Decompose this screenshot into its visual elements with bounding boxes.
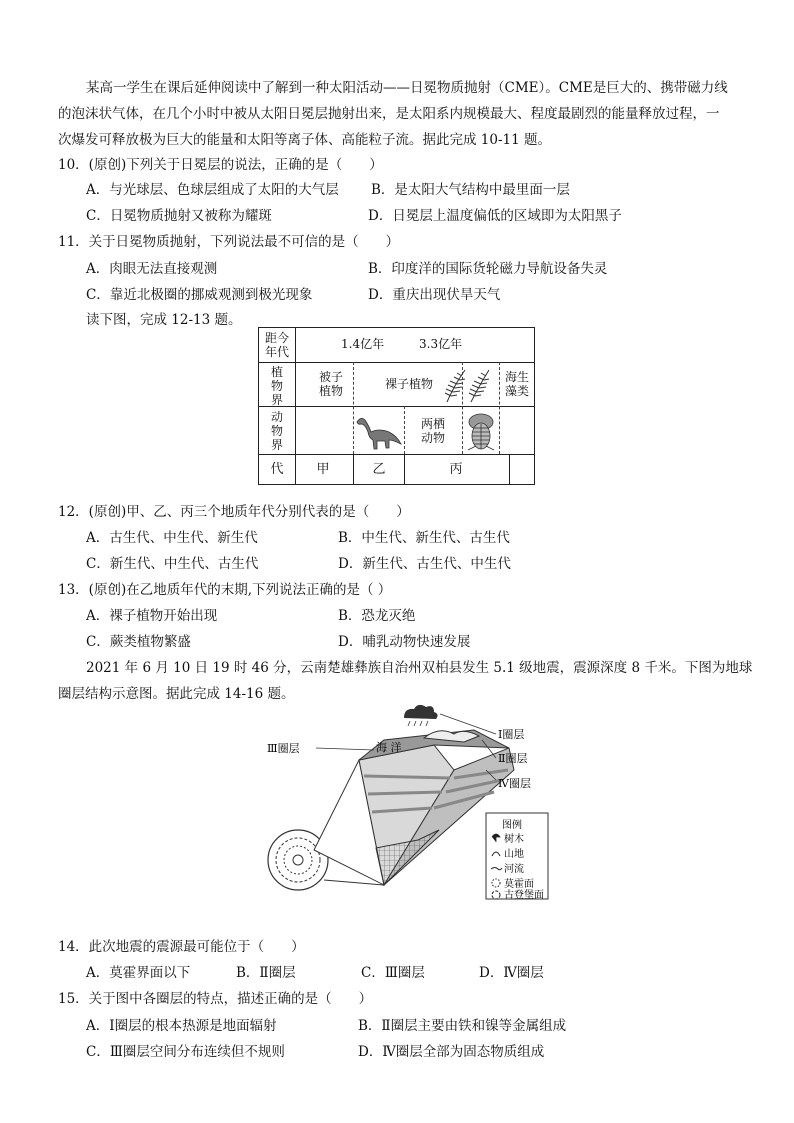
question-11-option-d: D．重庆出现伏旱天气 bbox=[368, 287, 501, 303]
label-layer-1: Ⅰ圈层 bbox=[498, 728, 525, 741]
question-12-stem: 12．(原创)甲、乙、丙三个地质年代分别代表的是（ ） bbox=[58, 504, 410, 520]
row-head-age: 距今 年代 bbox=[264, 331, 289, 359]
question-15-option-b: B．Ⅱ圈层主要由铁和镍等金属组成 bbox=[358, 1018, 567, 1034]
passage-1-line-1: 某高一学生在课后延伸阅读中了解到一种太阳活动——日冕物质抛射（CME）。CME是巨大的、携带磁力线 bbox=[86, 80, 728, 96]
row-head-era: 代 bbox=[270, 462, 284, 477]
earth-sphere-diagram bbox=[264, 700, 564, 912]
legend-item-river: 河流 bbox=[504, 864, 524, 875]
question-10-option-c: C．日冕物质抛射又被称为耀斑 bbox=[86, 208, 272, 224]
cloud-rain-icon bbox=[404, 705, 438, 726]
question-11-option-b: B．印度洋的国际货轮磁力导航设备失灵 bbox=[368, 261, 608, 277]
question-12-option-a: A．古生代、中生代、新生代 bbox=[86, 530, 258, 546]
label-layer-4: Ⅳ圈层 bbox=[498, 777, 531, 790]
question-11-option-a: A．肉眼无法直接观测 bbox=[86, 261, 218, 277]
passage-1-line-3: 次爆发可释放极为巨大的能量和太阳等离子体、高能粒子流。据此完成 10-11 题。 bbox=[58, 132, 551, 148]
legend-title: 图例 bbox=[502, 820, 522, 831]
year-label-1: 1.4亿年 bbox=[341, 337, 385, 351]
question-10-stem: 10．(原创)下列关于日冕层的说法，正确的是（ ） bbox=[58, 157, 383, 173]
question-12-option-c: C．新生代、中生代、古生代 bbox=[86, 556, 259, 572]
question-13-option-a: A．裸子植物开始出现 bbox=[86, 608, 218, 624]
question-10-option-a: A．与光球层、色球层组成了太阳的大气层 bbox=[86, 182, 339, 198]
legend-item-mountain: 山地 bbox=[504, 849, 524, 860]
trilobite-icon bbox=[464, 410, 498, 454]
label-layer-3: Ⅲ圈层 bbox=[267, 742, 300, 755]
question-14-option-b: B．Ⅱ圈层 bbox=[236, 965, 296, 981]
dinosaur-icon bbox=[355, 412, 403, 452]
plant-marine-algae: 海生 藻类 bbox=[504, 370, 529, 398]
question-12-option-b: B．中生代、新生代、古生代 bbox=[338, 530, 510, 546]
fern-icon bbox=[441, 366, 497, 404]
passage-2-line-2: 圈层结构示意图。据此完成 14-16 题。 bbox=[58, 686, 295, 702]
era-yi: 乙 bbox=[372, 462, 386, 477]
animal-amphibians: 两栖 动物 bbox=[420, 417, 445, 445]
question-13-option-d: D．哺乳动物快速发展 bbox=[338, 634, 471, 650]
row-head-animals: 动 物 界 bbox=[270, 410, 283, 452]
question-15-option-c: C．Ⅲ圈层空间分布连续但不规则 bbox=[86, 1044, 285, 1060]
geologic-era-table bbox=[258, 327, 535, 485]
question-14-option-a: A．莫霍界面以下 bbox=[86, 965, 191, 981]
question-15-option-d: D．Ⅳ圈层全部为固态物质组成 bbox=[358, 1044, 545, 1060]
question-13-option-c: C．蕨类植物繁盛 bbox=[86, 634, 191, 650]
year-label-2: 3.3亿年 bbox=[419, 337, 463, 351]
figure-legend bbox=[486, 813, 548, 901]
era-bing: 丙 bbox=[449, 462, 463, 477]
question-13-option-b: B．恐龙灭绝 bbox=[338, 608, 416, 624]
question-13-stem: 13．(原创)在乙地质年代的末期,下列说法正确的是（ ） bbox=[58, 582, 392, 598]
passage-2-line-1: 2021 年 6 月 10 日 19 时 46 分，云南楚雄彝族自治州双柏县发生 5.1 级地震，震源深度 8 千米。下图为地球 bbox=[86, 660, 753, 676]
row-head-plants: 植 物 界 bbox=[270, 365, 283, 407]
question-15-stem: 15．关于图中各圈层的特点，描述正确的是（ ） bbox=[58, 991, 373, 1007]
read-figure-instruction: 读下图，完成 12-13 题。 bbox=[86, 312, 242, 328]
question-11-option-c: C．靠近北极圈的挪威观测到极光现象 bbox=[86, 287, 313, 303]
label-layer-2: Ⅱ圈层 bbox=[498, 752, 528, 765]
question-15-option-a: A．Ⅰ圈层的根本热源是地面辐射 bbox=[86, 1018, 277, 1034]
question-14-stem: 14．此次地震的震源最可能位于（ ） bbox=[58, 939, 305, 955]
legend-item-gutenberg: 古登堡面 bbox=[504, 890, 544, 901]
plant-gymnosperm: 裸子植物 bbox=[384, 377, 433, 391]
legend-item-tree: 树木 bbox=[504, 834, 524, 845]
question-11-stem: 11．关于日冕物质抛射，下列说法最不可信的是（ ） bbox=[58, 234, 400, 250]
era-jia: 甲 bbox=[316, 462, 330, 477]
label-ocean: 海 洋 bbox=[376, 741, 402, 754]
question-12-option-d: D．新生代、古生代、中生代 bbox=[338, 556, 511, 572]
question-10-option-b: B．是太阳大气结构中最里面一层 bbox=[371, 182, 570, 198]
passage-1-line-2: 的泡沫状气体，在几个小时中被从太阳日冕层抛射出来，是太阳系内规模最大、程度最剧烈的能量释放过程，一 bbox=[58, 106, 720, 122]
question-10-option-d: D．日冕层上温度偏低的区域即为太阳黑子 bbox=[368, 208, 622, 224]
legend-item-moho: 莫霍面 bbox=[504, 879, 534, 890]
question-14-option-c: C．Ⅲ圈层 bbox=[361, 965, 425, 981]
plant-angiosperm: 被子 植物 bbox=[318, 370, 343, 398]
question-14-option-d: D．Ⅳ圈层 bbox=[479, 965, 544, 981]
